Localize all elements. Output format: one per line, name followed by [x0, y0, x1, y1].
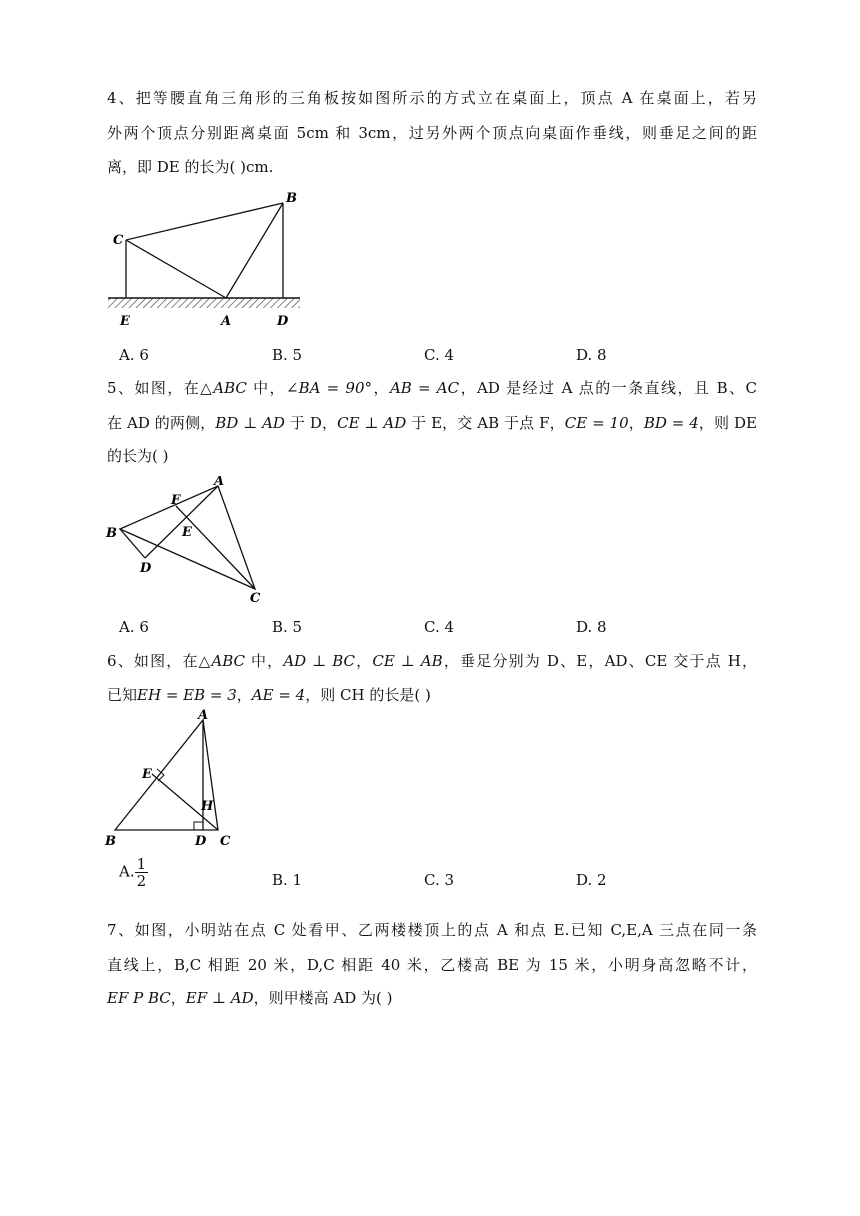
q4-text-line-1: 4、把等腰直角三角形的三角板按如图所示的方式立在桌面上，顶点 A 在桌面上，若另: [107, 89, 757, 107]
q5-label-f: F: [171, 493, 181, 508]
q4-option-d[interactable]: D. 8: [576, 346, 607, 364]
q6-option-a-fraction: $\frac{1}{2}$: [136, 855, 147, 890]
q5-option-d[interactable]: D. 8: [576, 618, 607, 636]
q5-figure: [100, 476, 270, 606]
q4-table-surface: [108, 298, 300, 308]
q6-text-line-1: 6、如图，在△ABC 中，AD ⊥ BC，CE ⊥ AB，垂足分别为 D、E，AD、CE 交于点 H，: [107, 652, 757, 670]
q6-option-c[interactable]: C. 3: [424, 871, 455, 889]
q4-figure: [100, 188, 320, 333]
q6-right-angle-d: [194, 822, 203, 830]
q5-text-line-1: 5、如图，在△ABC 中，∠BA = 90°，AB = AC，AD 是经过 A 点的一条直线，且 B、C: [107, 379, 757, 397]
q5-segment-bd: [120, 529, 145, 558]
q4-segment-cb: [126, 203, 283, 240]
q6-option-b[interactable]: B. 1: [272, 871, 303, 889]
q4-label-a: A: [221, 314, 232, 329]
q4-option-c[interactable]: C. 4: [424, 346, 455, 364]
q4-label-e: E: [120, 314, 130, 329]
q5-line-ad: [145, 486, 218, 558]
q4-segment-ab: [226, 203, 283, 298]
q4-label-b: B: [286, 191, 297, 206]
q6-label-a: A: [198, 708, 209, 723]
q5-segment-cf: [176, 506, 255, 589]
q4-label-d: D: [277, 314, 289, 329]
q5-option-a[interactable]: A. 6: [119, 618, 149, 636]
q6-figure: [100, 706, 250, 851]
q5-text-line-2: 在 AD 的两侧，BD ⊥ AD 于 D，CE ⊥ AD 于 E，交 AB 于点 F，CE = 10，BD = 4，则 DE: [107, 414, 757, 432]
q6-option-a[interactable]: A. $\frac{1}{2}$: [119, 855, 147, 890]
q6-text-line-2: 已知EH = EB = 3，AE = 4，则 CH 的长是( ): [107, 686, 431, 704]
q5-option-c[interactable]: C. 4: [424, 618, 455, 636]
q4-text-line-2: 外两个顶点分别距离桌面 5cm 和 3cm，过另外两个顶点向桌面作垂线，则垂足之间的距: [107, 124, 757, 142]
q4-option-a[interactable]: A. 6: [119, 346, 149, 364]
q4-option-b[interactable]: B. 5: [272, 346, 303, 364]
q6-option-d[interactable]: D. 2: [576, 871, 607, 889]
q6-label-e: E: [142, 767, 152, 782]
q5-text-line-3: 的长为( ): [107, 447, 169, 465]
q5-label-b: B: [106, 526, 117, 541]
q4-segment-ca: [126, 240, 226, 298]
q7-text-line-3: EF P BC，EF ⊥ AD，则甲楼高 AD 为( ): [107, 989, 393, 1007]
q6-label-d: D: [195, 834, 207, 849]
q4-label-c: C: [113, 233, 124, 248]
q4-text-line-3: 离，即 DE 的长为( )cm.: [107, 158, 274, 176]
q6-label-b: B: [105, 834, 116, 849]
q5-label-a: A: [214, 476, 225, 489]
q6-label-c: C: [220, 834, 231, 849]
q5-label-c: C: [250, 591, 261, 606]
q7-text-line-1: 7、如图，小明站在点 C 处看甲、乙两楼楼顶上的点 A 和点 E.已知 C,E,A 三点在同一条: [107, 921, 757, 939]
q5-label-d: D: [140, 561, 152, 576]
q7-text-line-2: 直线上，B,C 相距 20 米，D,C 相距 40 米，乙楼高 BE 为 15 米，小明身高忽略不计，: [107, 956, 757, 974]
q5-option-b[interactable]: B. 5: [272, 618, 303, 636]
q6-label-h: H: [201, 799, 214, 814]
q5-label-e: E: [182, 525, 192, 540]
